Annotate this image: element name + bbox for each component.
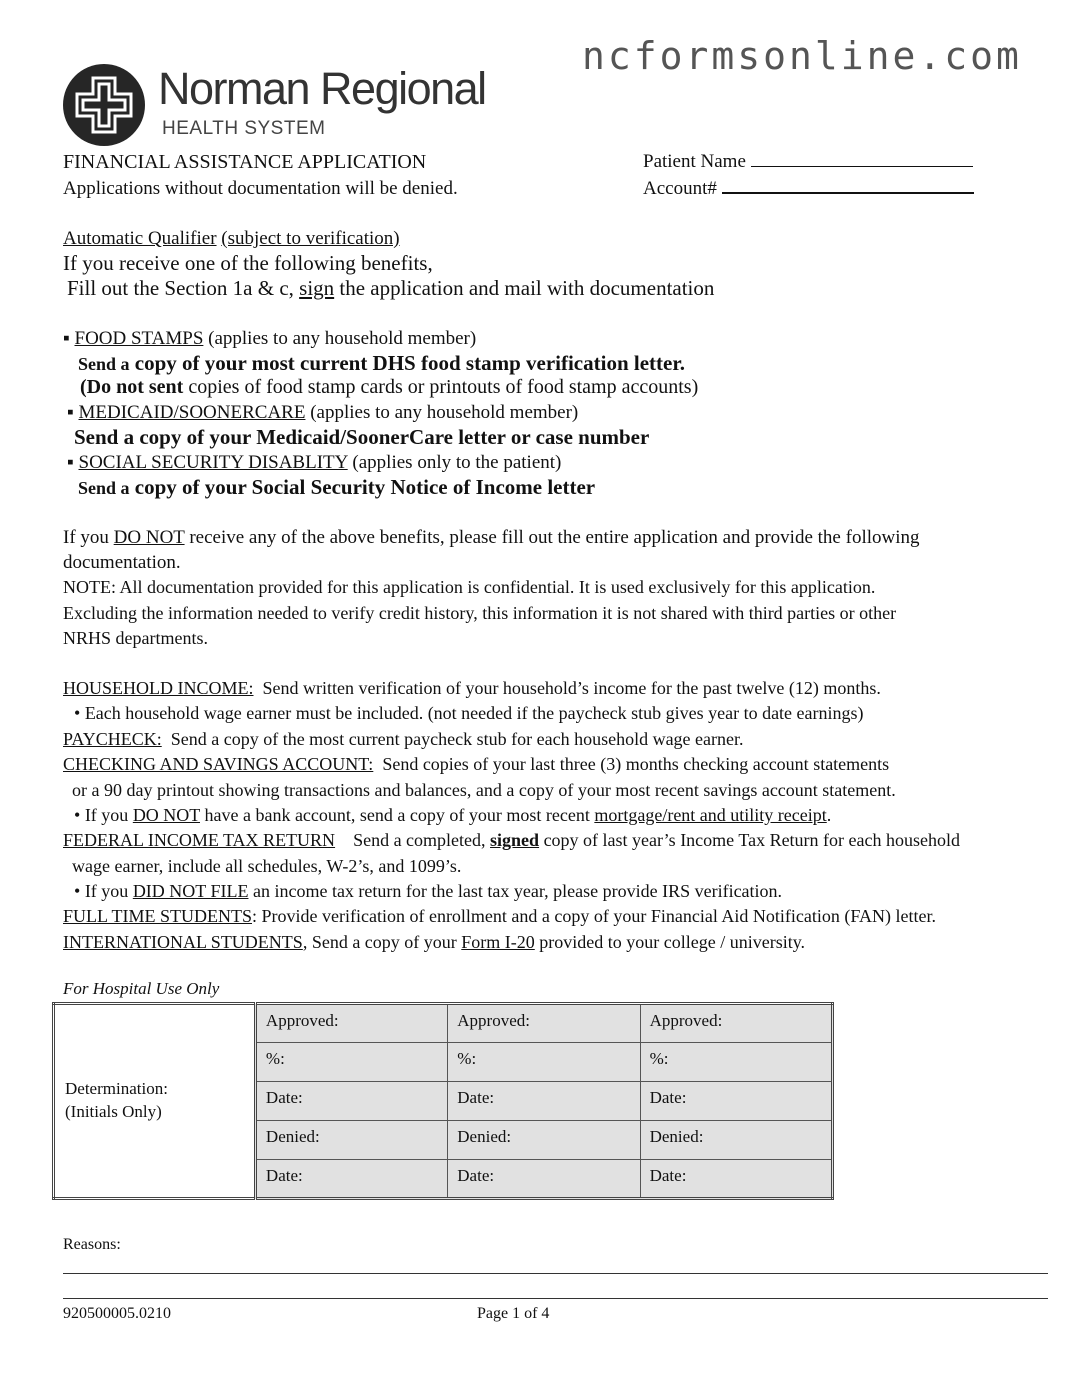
auto-line2-post: the application and mail with documentation <box>339 276 715 300</box>
ss-title: SOCIAL SECURITY DISABLITY <box>78 452 348 473</box>
hh-title: HOUSEHOLD INCOME: <box>63 678 254 698</box>
chk-bullet-end: . <box>826 805 832 825</box>
account-row <box>643 179 974 198</box>
food-donot-rest: copies of food stamp cards or printouts of food stamp accounts) <box>188 376 699 398</box>
auto-line2 <box>67 278 714 299</box>
food-stamps-donot <box>80 377 698 397</box>
donot-post: receive any of the above benefits, please fill out the entire application and provide the following <box>189 527 920 548</box>
chk-line2: or a 90 day printout showing transactions and balances, and a copy of your most recent savings account statement. <box>72 780 896 800</box>
full-time-students <box>63 907 936 925</box>
food-donot-bold: (Do not sent <box>80 376 184 398</box>
paycheck <box>63 730 744 748</box>
ss-disability-item <box>67 453 561 472</box>
tax-pre: Send a completed, <box>353 830 486 850</box>
donot-line1 <box>63 528 920 547</box>
account-field[interactable] <box>722 192 974 194</box>
reasons-line-1[interactable] <box>63 1273 1048 1274</box>
household-income <box>63 679 881 697</box>
tax-line2: wage earner, include all schedules, W-2’s, and 1099’s. <box>72 856 462 876</box>
intl-title: INTERNATIONAL STUDENTS <box>63 932 303 952</box>
medicaid-send: Send a copy of your Medicaid/SoonerCare letter or case number <box>74 425 650 449</box>
food-stamps-item <box>63 329 476 348</box>
ss-note: (applies only to the patient) <box>352 452 562 473</box>
determination-label <box>54 1004 256 1199</box>
watermark-text: ncformsonline.com <box>582 34 1022 78</box>
patient-name-field[interactable] <box>751 166 973 167</box>
fts-title: FULL TIME STUDENTS <box>63 906 252 926</box>
food-stamps-title: FOOD STAMPS <box>74 328 204 349</box>
tax-bullet <box>74 882 782 900</box>
fts-text: : Provide verification of enrollment and a copy of your Financial Aid Notification (FAN) letter. <box>252 906 936 926</box>
food-stamps-note: (applies to any household member) <box>208 328 477 349</box>
hh-bullet <box>74 704 864 722</box>
federal-tax <box>63 831 960 849</box>
food-stamps-send <box>78 353 685 374</box>
tax-signed: signed <box>490 830 540 850</box>
medicaid-item <box>67 403 578 422</box>
form-code: 920500005.0210 <box>63 1305 171 1322</box>
note-line3: NRHS departments. <box>63 628 208 648</box>
tax-bullet-post: an income tax return for the last tax year, please provide IRS verification. <box>252 881 783 901</box>
pay-text: Send a copy of the most current paycheck stub for each household wage earner. <box>170 729 744 749</box>
initials-text: (Initials Only) <box>65 1102 162 1121</box>
bullet-icon: • <box>74 703 81 723</box>
note-line1: NOTE: All documentation provided for this application is confidential. It is used exclusively for this application. <box>63 577 876 597</box>
denied-date-cell-2[interactable]: Date: <box>448 1160 640 1199</box>
approved-cell-1[interactable]: Approved: <box>255 1004 447 1043</box>
hospital-cross-icon <box>63 64 145 146</box>
hh-bullet-text: Each household wage earner must be included. (not needed if the paycheck stub gives year to date earnings) <box>84 703 864 723</box>
chk-bullet-u2: mortgage/rent and utility receipt <box>594 805 827 825</box>
tax-bullet-u: DID NOT FILE <box>132 881 249 901</box>
reasons-label: Reasons: <box>63 1236 121 1253</box>
date-cell-1[interactable]: Date: <box>255 1082 447 1121</box>
auto-line1: If you receive one of the following benefits, <box>63 251 433 275</box>
auto-heading-note: (subject to verification) <box>221 228 400 249</box>
percent-cell-1[interactable]: %: <box>255 1043 447 1082</box>
determination-table <box>52 1002 834 1200</box>
intl-post: provided to your college / university. <box>539 932 806 952</box>
bullet-icon: • <box>74 881 81 901</box>
denied-cell-2[interactable]: Denied: <box>448 1121 640 1160</box>
approved-cell-2[interactable]: Approved: <box>448 1004 640 1043</box>
account-label: Account# <box>643 178 717 199</box>
medicaid-note: (applies to any household member) <box>310 402 579 423</box>
approved-cell-3[interactable]: Approved: <box>640 1004 832 1043</box>
international-students <box>63 933 805 951</box>
page-number: Page 1 of 4 <box>477 1305 550 1322</box>
intl-pre: , Send a copy of your <box>302 932 457 952</box>
hh-text: Send written verification of your household’s income for the past twelve (12) months. <box>262 678 881 698</box>
determination-text: Determination: <box>65 1079 168 1099</box>
chk-bullet-mid: have a bank account, send a copy of your most recent <box>204 805 590 825</box>
denied-cell-1[interactable]: Denied: <box>255 1121 447 1160</box>
auto-heading-text: Automatic Qualifier <box>63 228 217 249</box>
chk-text: Send copies of your last three (3) months checking account statements <box>382 754 890 774</box>
donot-line2 <box>63 553 181 572</box>
ss-send <box>78 477 595 498</box>
bullet-icon: • <box>74 805 81 825</box>
donot-pre: If you <box>63 527 109 548</box>
brand-name: Norman Regional <box>158 63 486 114</box>
date-cell-3[interactable]: Date: <box>640 1082 832 1121</box>
checking-savings <box>63 755 889 773</box>
reasons-line-2[interactable] <box>63 1298 1048 1299</box>
food-send-text: copy of your most current DHS food stamp verification letter. <box>134 351 685 375</box>
pay-title: PAYCHECK: <box>63 729 162 749</box>
denied-date-cell-3[interactable]: Date: <box>640 1160 832 1199</box>
form-title: FINANCIAL ASSISTANCE APPLICATION <box>63 151 427 173</box>
auto-sign-word: sign <box>299 276 335 300</box>
brand-subtitle: HEALTH SYSTEM <box>162 118 326 139</box>
auto-qualifier-heading <box>63 229 400 248</box>
square-bullet-icon: ▪ <box>67 402 74 423</box>
intl-form: Form I-20 <box>461 932 535 952</box>
chk-bullet-u: DO NOT <box>132 805 200 825</box>
patient-name-label: Patient Name <box>643 151 746 172</box>
donot-u: DO NOT <box>113 527 185 548</box>
date-cell-2[interactable]: Date: <box>448 1082 640 1121</box>
square-bullet-icon: ▪ <box>67 452 74 473</box>
denied-cell-3[interactable]: Denied: <box>640 1121 832 1160</box>
auto-line2-pre: Fill out the Section 1a & c, <box>67 276 294 300</box>
food-send-pre: Send a <box>78 354 130 374</box>
form-subtitle: Applications without documentation will be denied. <box>63 178 458 199</box>
percent-cell-3[interactable]: %: <box>640 1043 832 1082</box>
hospital-use-label: For Hospital Use Only <box>63 979 220 998</box>
patient-name-row <box>643 152 973 171</box>
chk-bullet-pre: If you <box>84 805 129 825</box>
percent-cell-2[interactable]: %: <box>448 1043 640 1082</box>
donot-line2-text: documentation <box>63 552 176 573</box>
tax-bullet-pre: If you <box>84 881 129 901</box>
chk-title: CHECKING AND SAVINGS ACCOUNT: <box>63 754 374 774</box>
chk-bullet <box>74 806 831 824</box>
note-line2: Excluding the information needed to verify credit history, this information it is not shared with third parties or other <box>63 603 897 623</box>
tax-title: FEDERAL INCOME TAX RETURN <box>63 830 336 850</box>
denied-date-cell-1[interactable]: Date: <box>255 1160 447 1199</box>
square-bullet-icon: ▪ <box>63 328 70 349</box>
ss-send-text: copy of your Social Security Notice of Income letter <box>134 475 596 499</box>
tax-post: copy of last year’s Income Tax Return for each household <box>543 830 961 850</box>
donot-line2-dot: . <box>175 552 181 573</box>
medicaid-title: MEDICAID/SOONERCARE <box>78 402 306 423</box>
ss-send-pre: Send a <box>78 478 130 498</box>
